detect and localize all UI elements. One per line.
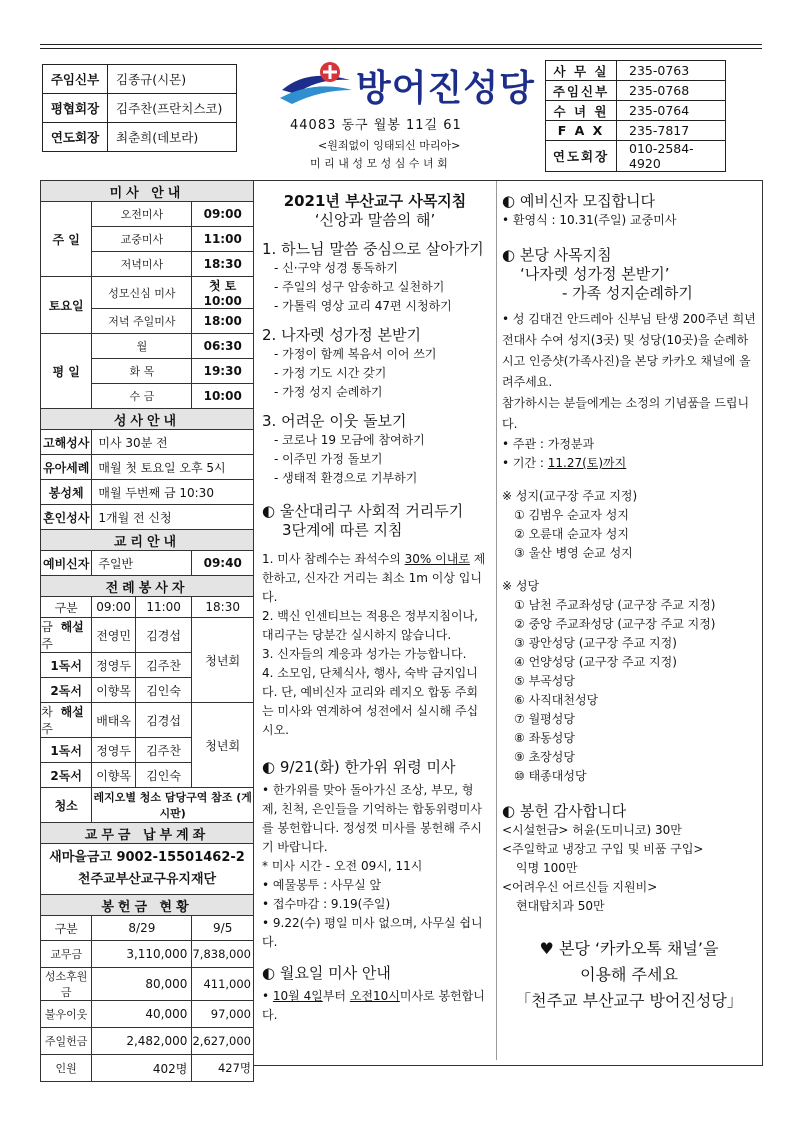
list-item: <주일학교 냉장고 구입 및 비품 구입>	[502, 842, 704, 856]
sidebar-section	[41, 181, 254, 202]
mass-time: 09:00	[192, 202, 254, 227]
sacrament-time: 1개월 전 신청	[92, 505, 254, 530]
offering-name: 불우이웃	[41, 1001, 92, 1028]
sidebar	[40, 180, 254, 1082]
mass-time: 10:00	[192, 384, 254, 409]
list-item: - 가정 기도 시간 갖기	[274, 366, 387, 380]
m1: • 10월 4일부터 오전10시미사로 봉헌합니다.	[262, 989, 485, 1022]
cleaning-row	[41, 788, 254, 823]
group-label: 주 일	[41, 202, 92, 277]
sacrament-time: 매월 첫 토요일 오후 5시	[92, 455, 254, 480]
p1: ‘나자렛 성가정 본받기’	[520, 265, 670, 283]
offering-head	[41, 916, 254, 941]
list-item: ⑧ 좌동성당	[514, 731, 575, 745]
cat-1: • 환영식 : 10.31(주일) 교중미사	[502, 213, 677, 227]
liturgy-head-cell: 18:30	[192, 597, 254, 618]
liturgy-1830: 청년회	[192, 703, 254, 788]
liturgy-1100: 김인숙	[135, 678, 192, 703]
offering-prev: 2,482,000	[92, 1028, 192, 1055]
liturgy-head-cell: 구분	[41, 597, 92, 618]
offering-name: 성소후원금	[41, 968, 92, 1001]
pastoral-title: 2021년 부산교구 사목지침	[283, 192, 467, 210]
offering-name: 교무금	[41, 941, 92, 968]
church-logo-icon	[278, 60, 354, 110]
sisters: 미 리 내 성 모 성 심 수 녀 회	[310, 157, 448, 170]
church-title: ※ 성당	[502, 579, 540, 593]
sacrament-row	[41, 480, 254, 505]
list-item: ⑦ 월평성당	[514, 712, 575, 726]
liturgy-role	[41, 763, 92, 788]
offering-prev: 3,110,000	[92, 941, 192, 968]
mass-row	[41, 202, 254, 227]
sacrament-time: 미사 30분 전	[92, 430, 254, 455]
parish-pastoral-title: ◐ 본당 사목지침	[502, 246, 612, 264]
mass-time: 06:30	[192, 334, 254, 359]
list-item: ③ 광안성당 (교구장 주교 지정)	[514, 636, 677, 650]
d4: 4. 소모임, 단체식사, 행사, 숙박 금지입니다. 단, 예비신자 교리와 레지오 합동 주회는 미사와 연계하여 성전에서 실시해 주십시오.	[262, 666, 479, 737]
sacrament-name: 고해성사	[41, 430, 92, 455]
p2: - 가족 성지순례하기	[562, 284, 693, 302]
hl-label: 연도회장	[43, 123, 108, 152]
list-item: - 이주민 가정 돌보기	[274, 452, 383, 466]
offering-prev: 80,000	[92, 968, 192, 1001]
liturgy-role	[41, 653, 92, 678]
logo	[278, 60, 354, 113]
list-item: ⑤ 부곡성당	[514, 674, 575, 688]
liturgy-role	[41, 703, 92, 738]
hangawi-title: ◐ 9/21(화) 한가위 위령 미사	[262, 758, 456, 776]
list-item: - 가정이 함께 복음서 이어 쓰기	[274, 347, 437, 361]
section-title: 봉헌금 현황	[41, 895, 254, 916]
list-item: 현대탑치과 50만	[516, 899, 605, 913]
mass-name: 화 목	[92, 359, 192, 384]
list-item: <어려우신 어르신들 지원비>	[502, 880, 658, 894]
liturgy-900: 정영두	[92, 738, 135, 763]
liturgy-head-cell: 09:00	[92, 597, 135, 618]
account-row	[41, 844, 254, 895]
liturgy-1100: 김주찬	[135, 738, 192, 763]
p3: • 성 김대건 안드레아 신부님 탄생 200주년 희년 전대사 수여 성지(3곳) 및 성당(10곳)을 순례하시고 인증샷(가족사진)을 본당 카카오 채널에 올려주세요.	[502, 312, 756, 389]
offering-head-cell: 구분	[41, 916, 92, 941]
parish-title: 방어진성당	[356, 68, 535, 109]
hr-value: 010-2584-4920	[617, 141, 726, 172]
sidebar-section	[41, 895, 254, 916]
liturgy-role	[41, 738, 92, 763]
list-item: - 가정 성지 순례하기	[274, 385, 383, 399]
right-column	[502, 192, 756, 1014]
hr-label: 연도회장	[546, 141, 617, 172]
liturgy-role-name: 해설	[60, 705, 84, 719]
header-right-table	[545, 60, 726, 172]
s3: 3. 어려운 이웃 돌보기	[262, 412, 407, 430]
offering-name: 주일헌금	[41, 1028, 92, 1055]
header-left-row	[43, 123, 237, 152]
sacrament-row	[41, 455, 254, 480]
liturgy-role	[41, 618, 92, 653]
sidebar-section	[41, 409, 254, 430]
doctrine-time: 09:40	[192, 551, 254, 576]
motto: <원죄없이 잉태되신 마리아>	[318, 139, 461, 152]
doctrine-name: 예비신자	[41, 551, 92, 576]
sacrament-time: 매월 두번째 금 10:30	[92, 480, 254, 505]
header-left-table	[42, 64, 237, 152]
account-number: 새마을금고 9002-15501462-2	[49, 850, 245, 865]
liturgy-row	[41, 703, 254, 738]
h3: • 예물봉투 : 사무실 앞	[262, 878, 382, 892]
mass-row	[41, 277, 254, 309]
sacrament-row	[41, 430, 254, 455]
mass-row	[41, 334, 254, 359]
account-holder: 천주교부산교구유지재단	[77, 872, 217, 887]
mass-name: 저녁 주일미사	[92, 309, 192, 334]
sidebar-section	[41, 823, 254, 844]
hr-value: 235-7817	[617, 121, 726, 141]
liturgy-900: 이향목	[92, 763, 135, 788]
offering-prev: 402명	[92, 1055, 192, 1082]
liturgy-900: 정영두	[92, 653, 135, 678]
doctrine-class: 주일반	[92, 551, 192, 576]
hl-value: 김주찬(프란치스코)	[108, 94, 237, 123]
p5: • 주관 : 가정분과	[502, 437, 595, 451]
list-item: ① 남천 주교좌성당 (교구장 주교 지정)	[514, 598, 716, 612]
sacrament-name: 봉성체	[41, 480, 92, 505]
list-item: - 생태적 환경으로 기부하기	[274, 471, 418, 485]
hr-label: 주임신부	[546, 81, 617, 101]
sacrament-name: 혼인성사	[41, 505, 92, 530]
offering-row	[41, 1028, 254, 1055]
mass-name: 수 금	[92, 384, 192, 409]
header-right-row	[546, 81, 726, 101]
hl-label: 주임신부	[43, 65, 108, 94]
hr-label: 수 녀 원	[546, 101, 617, 121]
header-left-row	[43, 65, 237, 94]
distancing-title: ◐ 울산대리구 사회적 거리두기	[262, 502, 464, 520]
mass-name: 성모신심 미사	[92, 277, 192, 309]
list-item: 익명 100만	[516, 861, 578, 875]
sacrament-name: 유아세례	[41, 455, 92, 480]
d1: 1. 미사 참례수는 좌석수의 30% 이내로 제한하고, 신자간 거리는 최소 1m 이상 입니다.	[262, 552, 486, 604]
hr-value: 235-0768	[617, 81, 726, 101]
hl-value: 최춘희(데보라)	[108, 123, 237, 152]
list-item: ⑩ 태종대성당	[514, 769, 587, 783]
liturgy-week: 금 주	[41, 620, 53, 651]
section-title: 성사안내	[41, 409, 254, 430]
cleaning-value: 레지오별 청소 담당구역 참조 (게시판)	[92, 788, 254, 823]
liturgy-head	[41, 597, 254, 618]
liturgy-head-cell: 11:00	[135, 597, 192, 618]
middle-column	[262, 192, 488, 1025]
offering-head-cell: 9/5	[192, 916, 254, 941]
liturgy-1100: 김경섭	[135, 703, 192, 738]
p6: • 기간 : 11.27(토)까지	[502, 456, 627, 470]
liturgy-1100: 김인숙	[135, 763, 192, 788]
mass-name: 저녁미사	[92, 252, 192, 277]
d2: 2. 백신 인센티브는 적용은 정부지침이나, 대리구는 당분간 실시하지 않습니다.	[262, 609, 478, 642]
list-item: ⑥ 사직대천성당	[514, 693, 599, 707]
mass-time: 첫 토 10:00	[192, 277, 254, 309]
s1: 1. 하느님 말씀 중심으로 살아가기	[262, 240, 484, 258]
header-left-row	[43, 94, 237, 123]
doctrine-row	[41, 551, 254, 576]
offering-prev: 40,000	[92, 1001, 192, 1028]
mass-time: 18:00	[192, 309, 254, 334]
list-item: ⑨ 초장성당	[514, 750, 575, 764]
kakao-2: 이용해 주세요	[580, 965, 678, 984]
cleaning-label: 청소	[41, 788, 92, 823]
mass-name: 월	[92, 334, 192, 359]
hr-value: 235-0763	[617, 61, 726, 81]
monday-title: ◐ 월요일 미사 안내	[262, 964, 391, 982]
liturgy-900: 배태옥	[92, 703, 135, 738]
distancing-sub: 3단계에 따른 지침	[282, 521, 403, 539]
offering-curr: 97,000	[192, 1001, 254, 1028]
group-label: 평 일	[41, 334, 92, 409]
offering-name: 인원	[41, 1055, 92, 1082]
list-item: - 신·구약 성경 통독하기	[274, 261, 398, 275]
section-title: 교리안내	[41, 530, 254, 551]
offering-row	[41, 1001, 254, 1028]
hr-label: F A X	[546, 121, 617, 141]
offering-row	[41, 941, 254, 968]
list-item: - 코로나 19 모금에 참여하기	[274, 433, 425, 447]
liturgy-role-name: 해설	[60, 620, 84, 634]
list-item: ④ 언양성당 (교구장 주교 지정)	[514, 655, 677, 669]
liturgy-900: 이향목	[92, 678, 135, 703]
header-right-row	[546, 61, 726, 81]
h5: • 9.22(수) 평일 미사 없으며, 사무실 쉽니다.	[262, 916, 483, 949]
hr-value: 235-0764	[617, 101, 726, 121]
liturgy-role-name: 1독서	[50, 743, 82, 758]
offering-row	[41, 968, 254, 1001]
offering-curr: 2,627,000	[192, 1028, 254, 1055]
hl-value: 김종규(시몬)	[108, 65, 237, 94]
list-item: ② 오륜대 순교자 성지	[514, 527, 629, 541]
mass-name: 교중미사	[92, 227, 192, 252]
hl-label: 평협회장	[43, 94, 108, 123]
shrine-title: ※ 성지(교구장 주교 지정)	[502, 489, 638, 503]
h2: * 미사 시간 - 오전 09시, 11시	[262, 859, 423, 873]
liturgy-week: 차 주	[41, 705, 53, 736]
h4: • 접수마감 : 9.19(주일)	[262, 897, 391, 911]
kakao-3: 「천주교 부산교구 방어진성당」	[515, 991, 743, 1010]
cat-title: ◐ 예비신자 모집합니다	[502, 192, 656, 210]
list-item: ① 김범우 순교자 성지	[514, 508, 629, 522]
liturgy-role-name: 1독서	[50, 658, 82, 673]
h1: • 한가위를 맞아 돌아가신 조상, 부모, 형제, 친척, 은인들을 기억하는 합동위령미사를 봉헌합니다. 정성껏 미사를 봉헌해 주시기 바랍니다.	[262, 783, 482, 854]
p4: 참가하시는 분들에게는 소정의 기념품을 드립니다.	[502, 396, 750, 431]
top-rule	[40, 44, 762, 49]
liturgy-1100: 김경섭	[135, 618, 192, 653]
mass-time: 18:30	[192, 252, 254, 277]
liturgy-role-name: 2독서	[50, 683, 82, 698]
header-right-row	[546, 121, 726, 141]
liturgy-row	[41, 618, 254, 653]
sidebar-section	[41, 576, 254, 597]
liturgy-1830: 청년회	[192, 618, 254, 703]
offering-curr: 7,838,000	[192, 941, 254, 968]
list-item: <시설헌금> 허윤(도미니코) 30만	[502, 823, 682, 837]
section-title: 전례봉사자	[41, 576, 254, 597]
mass-time: 11:00	[192, 227, 254, 252]
kakao-1: ♥ 본당 ‘카카오톡 채널’을	[539, 939, 719, 958]
sidebar-section	[41, 530, 254, 551]
offering-curr: 427명	[192, 1055, 254, 1082]
offering-row	[41, 1055, 254, 1082]
list-item: ③ 울산 병영 순교 성지	[514, 546, 633, 560]
mass-name: 오전미사	[92, 202, 192, 227]
list-item: - 주일의 성구 암송하고 실천하기	[274, 280, 445, 294]
account-info	[41, 844, 254, 895]
address: 44083 동구 월봉 11길 61	[290, 118, 462, 133]
s2: 2. 나자렛 성가정 본받기	[262, 326, 422, 344]
section-title: 교무금 납부계좌	[41, 823, 254, 844]
hr-label: 사 무 실	[546, 61, 617, 81]
header-right-row	[546, 101, 726, 121]
liturgy-900: 전영민	[92, 618, 135, 653]
sacrament-row	[41, 505, 254, 530]
d3: 3. 신자들의 계응과 성가는 가능합니다.	[262, 647, 467, 661]
group-label: 토요일	[41, 277, 92, 334]
header-right-row	[546, 141, 726, 172]
list-item: ② 중앙 주교좌성당 (교구장 주교 지정)	[514, 617, 716, 631]
pastoral-theme: ‘신앙과 말씀의 해’	[314, 211, 436, 229]
list-item: - 가톨릭 영상 교리 47편 시청하기	[274, 299, 452, 313]
liturgy-role-name: 2독서	[50, 768, 82, 783]
offering-curr: 411,000	[192, 968, 254, 1001]
mass-time: 19:30	[192, 359, 254, 384]
liturgy-role	[41, 678, 92, 703]
section-title: 미사 안내	[41, 181, 254, 202]
liturgy-1100: 김주찬	[135, 653, 192, 678]
thanks-title: ◐ 봉헌 감사합니다	[502, 802, 627, 820]
offering-head-cell: 8/29	[92, 916, 192, 941]
